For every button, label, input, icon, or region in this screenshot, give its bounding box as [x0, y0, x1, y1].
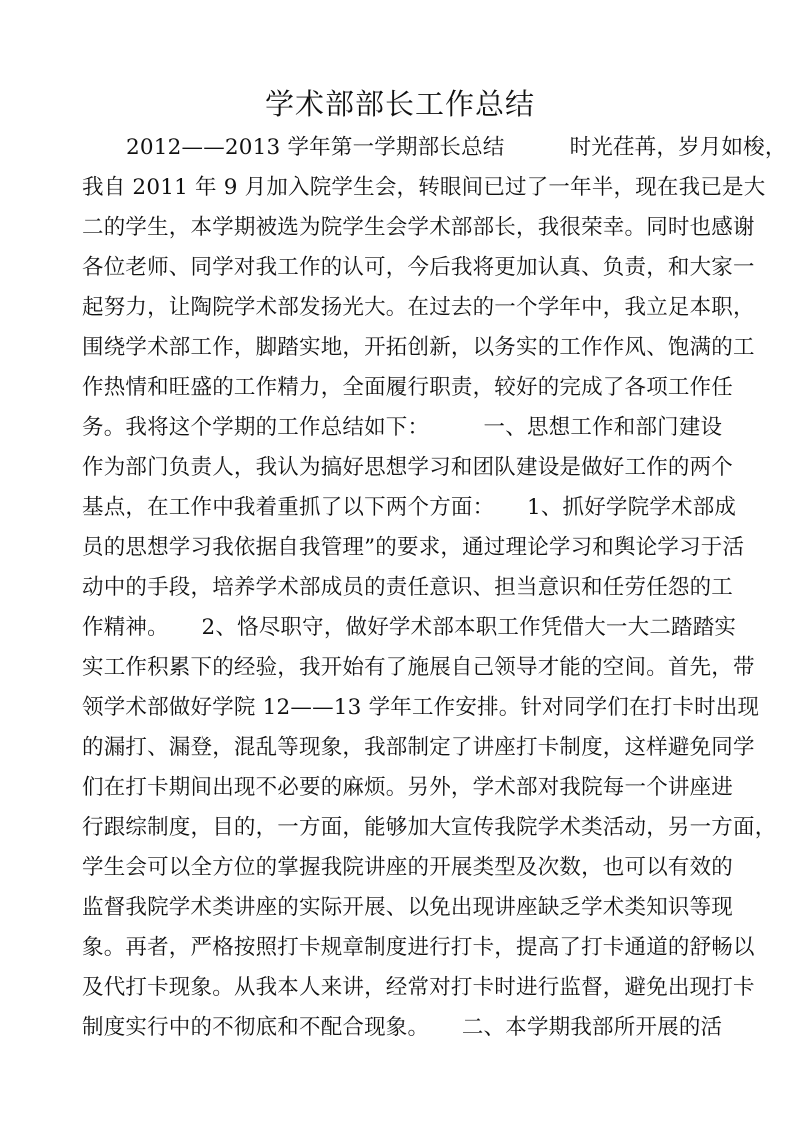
- body-line: 制度实行中的不彻底和不配合现象。 二、本学期我部所开展的活: [82, 1015, 723, 1040]
- body-line: 围绕学术部工作，脚踏实地，开拓创新，以务实的工作作风、饱满的工: [82, 335, 755, 360]
- body-line: 动中的手段，培养学术部成员的责任意识、担当意识和任劳任怨的工: [82, 575, 734, 600]
- body-line: 2012——2013 学年第一学期部长总结 时光荏苒，岁月如梭，: [126, 135, 787, 160]
- body-line: 实工作积累下的经验，我开始有了施展自己领导才能的空间。首先，带: [82, 655, 755, 680]
- body-line: 作为部门负责人，我认为搞好思想学习和团队建设是做好工作的两个: [82, 455, 734, 480]
- body-line: 务。我将这个学期的工作总结如下： 一、思想工作和部门建设: [82, 415, 723, 440]
- body-line: 象。再者，严格按照打卡规章制度进行打卡，提高了打卡通道的舒畅以: [82, 935, 755, 960]
- body-line: 作精神。 2、恪尽职守，做好学术部本职工作凭借大一大二踏踏实: [82, 615, 737, 640]
- body-line: 起努力，让陶院学术部发扬光大。在过去的一个学年中，我立足本职，: [82, 295, 755, 320]
- body-line: 员的思想学习我依据自我管理”的要求，通过理论学习和舆论学习于活: [82, 535, 745, 560]
- body-line: 监督我院学术类讲座的实际开展、以免出现讲座缺乏学术类知识等现: [82, 895, 734, 920]
- body-line: 学生会可以全方位的掌握我院讲座的开展类型及次数，也可以有效的: [82, 855, 734, 880]
- body-line: 领学术部做好学院 12——13 学年工作安排。针对同学们在打卡时出现: [82, 695, 760, 720]
- body-line: 及代打卡现象。从我本人来讲，经常对打卡时进行监督，避免出现打卡: [82, 975, 755, 1000]
- body-line: 作热情和旺盛的工作精力，全面履行职责，较好的完成了各项工作任: [82, 375, 734, 400]
- document-title: 学术部部长工作总结: [264, 87, 535, 121]
- body-line: 基点，在工作中我着重抓了以下两个方面： 1、抓好学院学术部成: [82, 495, 737, 520]
- body-line: 我自 2011 年 9 月加入院学生会，转眼间已过了一年半，现在我已是大: [82, 175, 766, 200]
- body-line: 们在打卡期间出现不必要的麻烦。另外，学术部对我院每一个讲座进: [82, 775, 734, 800]
- body-line: 行跟综制度，目的，一方面，能够加大宣传我院学术类活动，另一方面，: [82, 815, 777, 840]
- body-line: 二的学生，本学期被选为院学生会学术部部长，我很荣幸。同时也感谢: [82, 215, 755, 240]
- body-line: 各位老师、同学对我工作的认可，今后我将更加认真、负责，和大家一: [82, 255, 755, 280]
- body-line: 的漏打、漏登，混乱等现象，我部制定了讲座打卡制度，这样避免同学: [82, 735, 755, 760]
